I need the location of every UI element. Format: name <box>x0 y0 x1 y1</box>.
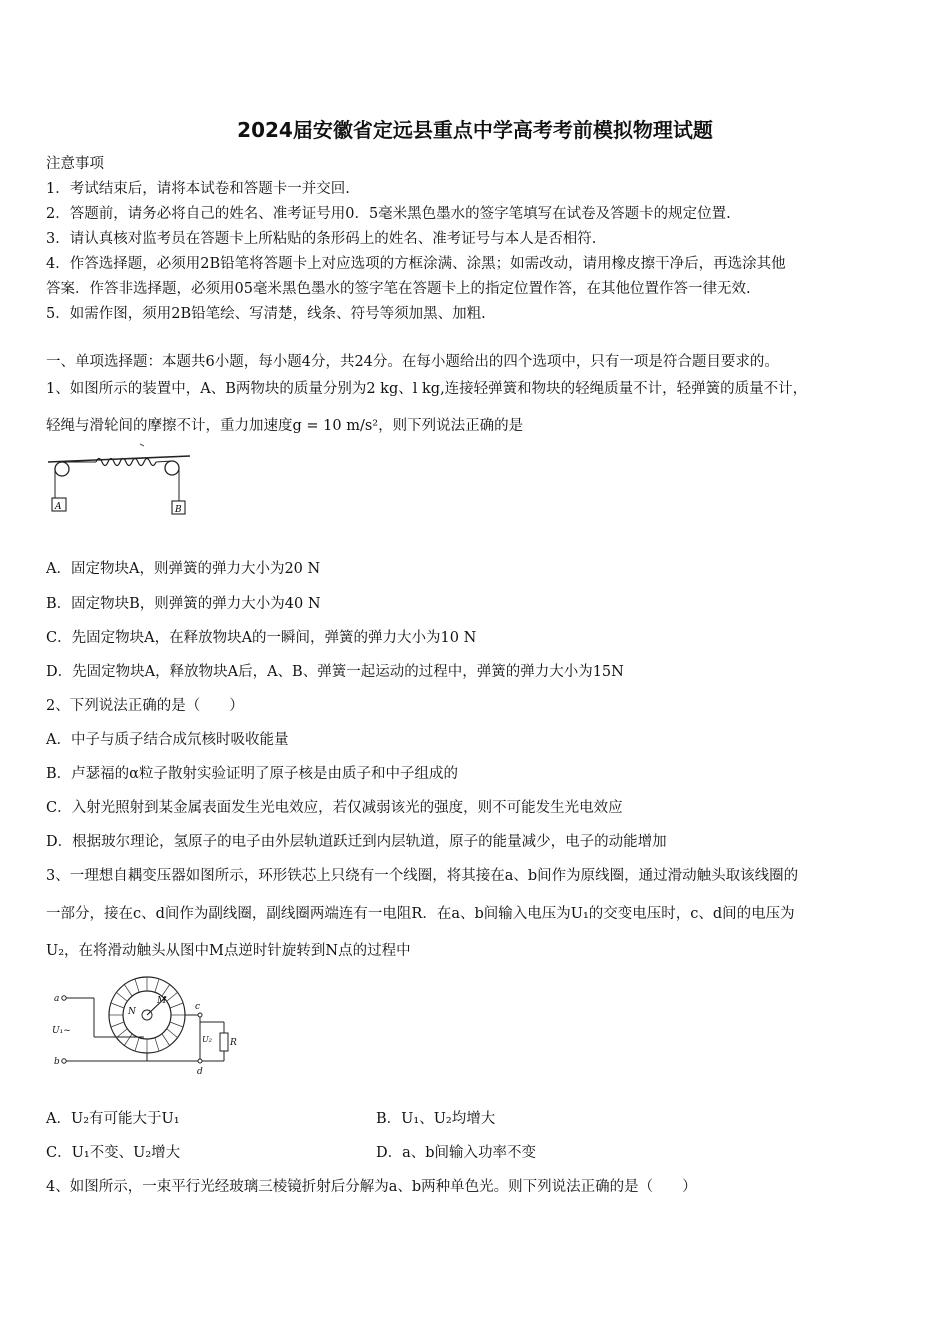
q2-option-c: C．入射光照射到某金属表面发生光电效应，若仅减弱该光的强度，则不可能发生光电效应 <box>46 800 623 816</box>
notice-item-3: 3．请认真核对监考员在答题卡上所粘贴的条形码上的姓名、准考证号与本人是否相符. <box>46 231 597 247</box>
q3-label-u2: U₂ <box>202 1035 212 1044</box>
q4-stem: 4、如图所示，一束平行光经玻璃三棱镜折射后分解为a、b两种单色光。则下列说法正确的是（ ） <box>46 1179 697 1195</box>
q3-autotransformer-figure <box>44 975 244 1081</box>
q2-option-a: A．中子与质子结合成氘核时吸收能量 <box>46 732 289 748</box>
notice-item-4: 4．作答选择题，必须用2B铅笔将答题卡上对应选项的方框涂满、涂黑；如需改动，请用橡皮擦干净后，再选涂其他 <box>46 256 786 272</box>
q3-stem-line1: 3、一理想自耦变压器如图所示，环形铁芯上只绕有一个线圈，将其接在a、b间作为原线圈，通过滑动触头取该线圈的 <box>46 868 799 884</box>
q1-option-a: A．固定物块A，则弹簧的弹力大小为20 N <box>46 561 321 577</box>
section-heading: 一、单项选择题：本题共6小题，每小题4分，共24分。在每小题给出的四个选项中，只有一项是符合题目要求的。 <box>46 354 779 370</box>
q1-option-c: C．先固定物块A，在释放物块A的一瞬间，弹簧的弹力大小为10 N <box>46 630 477 646</box>
page-title: 2024届安徽省定远县重点中学高考考前模拟物理试题 <box>237 118 713 142</box>
q1-option-d: D．先固定物块A，释放物块A后，A、B、弹簧一起运动的过程中，弹簧的弹力大小为15N <box>46 664 624 680</box>
q3-option-b: B．U₁、U₂均增大 <box>376 1111 496 1127</box>
q1-label-a: A <box>55 502 62 512</box>
q3-label-r: R <box>230 1038 237 1048</box>
q3-stem-line2: 一部分，接在c、d间作为副线圈，副线圈两端连有一电阻R．在a、b间输入电压为U₁的交变电压时，c、d间的电压为 <box>46 906 795 922</box>
notice-heading: 注意事项 <box>46 156 104 172</box>
q2-option-b: B．卢瑟福的α粒子散射实验证明了原子核是由质子和中子组成的 <box>46 766 458 782</box>
notice-item-2: 2．答题前，请务必将自己的姓名、准考证号用0．5毫米黑色墨水的签字笔填写在试卷及答题卡的规定位置. <box>46 206 731 222</box>
q3-label-m: M <box>157 996 167 1006</box>
q1-label-b: B <box>175 505 182 515</box>
q3-label-n: N <box>128 1007 136 1017</box>
q3-option-a: A．U₂有可能大于U₁ <box>46 1111 180 1127</box>
q3-label-c: c <box>195 1002 201 1012</box>
q3-stem-line3: U₂，在将滑动触头从图中M点逆时针旋转到N点的过程中 <box>46 943 411 959</box>
q1-right-pulley <box>165 461 179 475</box>
q1-stem-line1: 1、如图所示的装置中，A、B两物块的质量分别为2 kg、l kg,连接轻弹簧和物块的轻绳质量不计，轻弹簧的质量不计， <box>46 381 808 397</box>
notice-item-5: 5．如需作图，须用2B铅笔绘、写清楚，线条、符号等须加黑、加粗. <box>46 306 486 322</box>
q2-stem: 2、下列说法正确的是（ ） <box>46 698 244 714</box>
q3-option-c: C．U₁不变、U₂增大 <box>46 1145 181 1161</box>
q3-option-d: D．a、b间输入功率不变 <box>376 1145 537 1161</box>
q3-terminal-b <box>62 1059 66 1063</box>
q1-spring-pulley-figure <box>44 442 194 522</box>
q2-option-d: D．根据玻尔理论，氢原子的电子由外层轨道跃迁到内层轨道，原子的能量减少，电子的动能增加 <box>46 834 667 850</box>
notice-item-1: 1．考试结束后，请将本试卷和答题卡一并交回. <box>46 181 350 197</box>
q3-label-d: d <box>197 1067 203 1077</box>
q1-left-pulley <box>55 462 69 476</box>
q1-stem-line2: 轻绳与滑轮间的摩擦不计，重力加速度g = 10 m/s²，则下列说法正确的是 <box>46 418 524 434</box>
notice-item-4-cont: 答案．作答非选择题，必须用05毫米黑色墨水的签字笔在答题卡上的指定位置作答，在其他位置作答一律无效. <box>46 281 751 297</box>
q3-terminal-a <box>62 996 66 1000</box>
q3-terminal-c <box>198 1013 202 1017</box>
q3-label-u1: U₁~ <box>52 1026 71 1036</box>
q1-option-b: B．固定物块B，则弹簧的弹力大小为40 N <box>46 596 321 612</box>
q3-terminal-d <box>198 1059 202 1063</box>
q3-label-a: a <box>54 994 60 1004</box>
q3-resistor <box>220 1033 228 1051</box>
q3-label-b: b <box>54 1057 60 1067</box>
